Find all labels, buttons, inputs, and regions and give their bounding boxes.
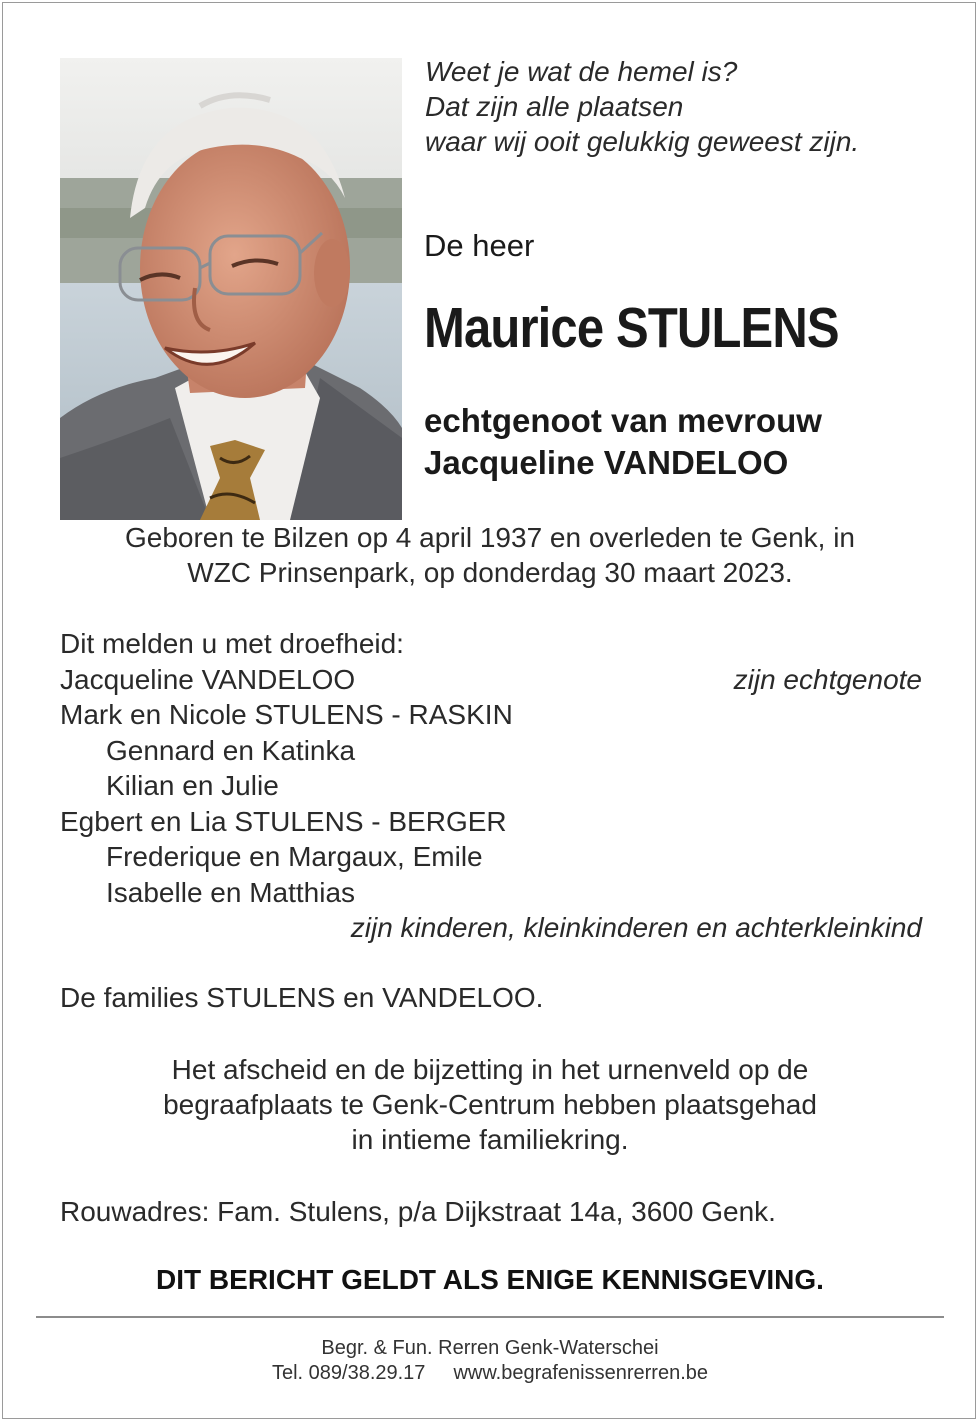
- farewell-line-1: Het afscheid en de bijzetting in het urnenveld op de: [171, 1054, 809, 1085]
- honorific: De heer: [424, 228, 535, 263]
- official-notice: DIT BERICHT GELDT ALS ENIGE KENNISGEVING.: [156, 1264, 824, 1295]
- born-line-1: Geboren te Bilzen op 4 april 1937 en overleden te Genk, in: [124, 522, 856, 553]
- farewell-statement: [40, 1052, 940, 1157]
- funeral-home-website: www.begrafenissenrerren.be: [453, 1362, 709, 1384]
- children-role: zijn kinderen, kleinkinderen en achterkleinkind: [350, 912, 922, 943]
- grandchild-4: Isabelle en Matthias: [106, 876, 356, 908]
- farewell-line-3: in intieme familiekring.: [351, 1124, 629, 1155]
- farewell-line-2: begraafplaats te Genk-Centrum hebben plaatsgehad: [163, 1089, 817, 1120]
- child-2: Egbert en Lia STULENS - BERGER: [60, 805, 507, 837]
- birth-death-statement: [40, 520, 940, 590]
- born-line-2: WZC Prinsenpark, op donderdag 30 maart 2023.: [187, 557, 793, 588]
- family-intro: Dit melden u met droefheid:: [60, 628, 404, 659]
- poem-quote: [425, 54, 945, 159]
- footer-contact: [40, 1361, 940, 1386]
- spouse-line: [424, 400, 944, 484]
- mourning-address: Rouwadres: Fam. Stulens, p/a Dijkstraat 14a, 3600 Genk.: [60, 1196, 776, 1227]
- family-list: [60, 626, 922, 946]
- grandchild-1: Gennard en Katinka: [106, 734, 356, 766]
- spouse-name: Jacqueline VANDELOO: [60, 663, 356, 695]
- families-line: De families STULENS en VANDELOO.: [60, 982, 544, 1013]
- poem-line-2: Dat zijn alle plaatsen: [425, 91, 684, 122]
- child-1: Mark en Nicole STULENS - RASKIN: [60, 699, 513, 730]
- poem-line-1: Weet je wat de hemel is?: [425, 56, 738, 87]
- deceased-name: Maurice STULENS: [424, 296, 839, 360]
- spouse-role: zijn echtgenote: [733, 663, 922, 695]
- grandchild-2: Kilian en Julie: [106, 770, 279, 801]
- spouse-line-1: echtgenoot van mevrouw: [424, 402, 822, 439]
- funeral-home-footer: [40, 1336, 940, 1386]
- funeral-home-phone: Tel. 089/38.29.17: [271, 1362, 426, 1384]
- poem-line-3: waar wij ooit gelukkig geweest zijn.: [425, 126, 860, 157]
- footer-divider: [36, 1316, 944, 1318]
- family-row-spouse: [60, 662, 922, 698]
- portrait-photo: [60, 58, 402, 520]
- grandchild-3: Frederique en Margaux, Emile: [106, 841, 483, 872]
- spouse-line-2: Jacqueline VANDELOO: [424, 444, 789, 481]
- funeral-home-name: Begr. & Fun. Rerren Genk-Waterschei: [321, 1337, 659, 1359]
